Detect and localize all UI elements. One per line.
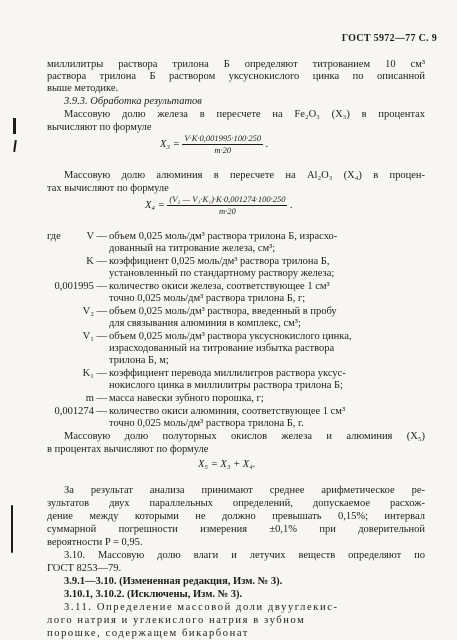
- definition-symbol-m: m —: [85, 393, 107, 404]
- paragraph-result-line-3: дение между которыми не должно превышать 0,15%; интервал: [47, 511, 425, 522]
- definition-v1-line-2: израсходованный на титрование избытка раствора: [109, 343, 335, 354]
- change-note-1: 3.9.1—3.10. (Измененная редакция, Изм. № 3).: [64, 576, 283, 587]
- definition-k-line-2: установленный по стандартному раствору железа;: [109, 268, 335, 279]
- paragraph-intro-line-2: раствора трилона Б раствором уксуснокислого цинка по описанной: [47, 71, 425, 82]
- definition-m-line-1: масса навески зубного порошка, г;: [109, 393, 264, 404]
- margin-mark-upper: [13, 118, 16, 134]
- definition-symbol-v1: V₁ —: [82, 331, 107, 342]
- definition-0-001274-line-1: количество окиси алюминия, соответствующее 1 см³: [109, 406, 346, 417]
- formula-x4: X₄ = $\frac{\text{(V₂ — V₁·K₁)·K·0,001274·100·250}}{m\cdot 20}$ .: [145, 194, 293, 216]
- definition-0-001995-line-1: количество окиси железа, соответствующее 1 см³: [109, 281, 330, 292]
- paragraph-result-line-4: суммарной погрешности измерения ±0,1% при доверительной: [47, 524, 425, 535]
- definition-v2-line-1: объем 0,025 моль/дм³ раствора, введенный в пробу: [109, 306, 337, 317]
- section-3-11-line-1: 3.11. Определение массовой доли двууглекис-: [64, 602, 339, 613]
- paragraph-result-line-5: вероятности P = 0,95.: [47, 537, 143, 548]
- paragraph-x5-line-1: Массовую долю полуторных окислов железа и алюминия (X₅): [64, 431, 425, 442]
- paragraph-intro-line-3: выше методике.: [47, 83, 119, 94]
- formula-x4-fraction: [167, 194, 287, 217]
- where-word: где: [47, 231, 61, 242]
- definition-symbol-v2: V₂ —: [82, 306, 107, 317]
- section-3-11-line-2: лого натрия и углекислого натрия в зубном: [47, 615, 306, 626]
- formula-x4-lhs: X₄ =: [145, 200, 165, 211]
- definition-symbol-k1: K₁ —: [82, 368, 107, 379]
- definition-k1-line-1: коэффициент перевода миллилитров раствора уксус-: [109, 368, 346, 379]
- definition-v1-line-3: трилона Б, м;: [109, 355, 169, 366]
- paragraph-3-10-line-1: 3.10. Массовую долю влаги и летучих веществ определяют по: [64, 550, 425, 561]
- section-heading-3-9-3: 3.9.3. Обработка результатов: [64, 96, 202, 107]
- paragraph-x5-line-2: в процентах вычисляют по формуле: [47, 444, 209, 455]
- margin-bracket-mark: [11, 505, 13, 553]
- definition-v1-line-1: объем 0,025 моль/дм³ раствора уксуснокислого цинка,: [109, 331, 352, 342]
- paragraph-fe-line-1: Массовую долю железа в пересчете на Fe₂O₃ (X₃) в процентах: [64, 109, 425, 120]
- paragraph-al-line-2: тах вычисляют по формуле: [47, 183, 169, 194]
- definition-0-001995-line-2: точно 0,025 моль/дм³ раствора трилона Б, г;: [109, 293, 306, 304]
- paragraph-3-10-line-2: ГОСТ 8253—79.: [47, 563, 122, 574]
- definition-v2-line-2: для связывания алюминия в комплекс, см³;: [109, 318, 301, 329]
- definition-symbol-0-001995: 0,001995 —: [54, 281, 107, 292]
- formula-x4-numerator: (V₂ — V₁·K₁)·K·0,001274·100·250: [169, 194, 286, 204]
- paragraph-result-line-1: За результат анализа принимают среднее арифметическое ре-: [64, 485, 425, 496]
- definition-symbol-v: V —: [86, 231, 107, 242]
- page-header: ГОСТ 5972—77 С. 9: [341, 33, 437, 44]
- definition-v-line-2: дованный на титрование железа, см³;: [109, 243, 276, 254]
- formula-x3: X₃ = $\frac{V\cdot K\cdot 0,001995\cdot 100\cdot 250}{m\cdot 20}$ .: [160, 133, 269, 155]
- definition-symbol-0-001274: 0,001274 —: [54, 406, 107, 417]
- formula-x3-fraction: [182, 133, 263, 156]
- formula-x3-denominator: m·20: [214, 145, 232, 155]
- paragraph-fe-line-2: вычисляют по формуле: [47, 122, 152, 133]
- paragraph-intro-line-1: миллилитры раствора трилона Б определяют титрованием 10 см³: [47, 59, 425, 70]
- definition-0-001274-line-2: точно 0,025 моль/дм³ раствора трилона Б, г.: [109, 418, 304, 429]
- definition-v-line-1: объем 0,025 моль/дм³ раствора трилона Б, израсхо-: [109, 231, 338, 242]
- change-note-2: 3.10.1, 3.10.2. (Исключены, Изм. № 3).: [64, 589, 243, 600]
- definition-k1-line-2: нокислого цинка в миллилитры раствора трилона Б;: [109, 380, 343, 391]
- paragraph-result-line-2: зультатов двух параллельных определений, допускаемое расхож-: [47, 498, 425, 509]
- margin-mark-lower: [13, 140, 17, 152]
- formula-x4-denominator: m·20: [219, 206, 236, 216]
- formula-x5: X₅ = X₃ + X₄.: [198, 459, 256, 470]
- definition-symbol-k: K —: [86, 256, 107, 267]
- formula-x3-lhs: X₃ =: [160, 139, 180, 150]
- paragraph-al-line-1: Массовую долю алюминия в пересчете на Al₂O₃ (X₄) в процен-: [64, 170, 425, 181]
- section-3-11-line-3: порошке, содержащем бикарбонат: [47, 628, 249, 639]
- definition-k-line-1: коэффициент 0,025 моль/дм³ раствора трилона Б,: [109, 256, 330, 267]
- formula-x3-numerator: V·K·0,001995·100·250: [184, 133, 262, 143]
